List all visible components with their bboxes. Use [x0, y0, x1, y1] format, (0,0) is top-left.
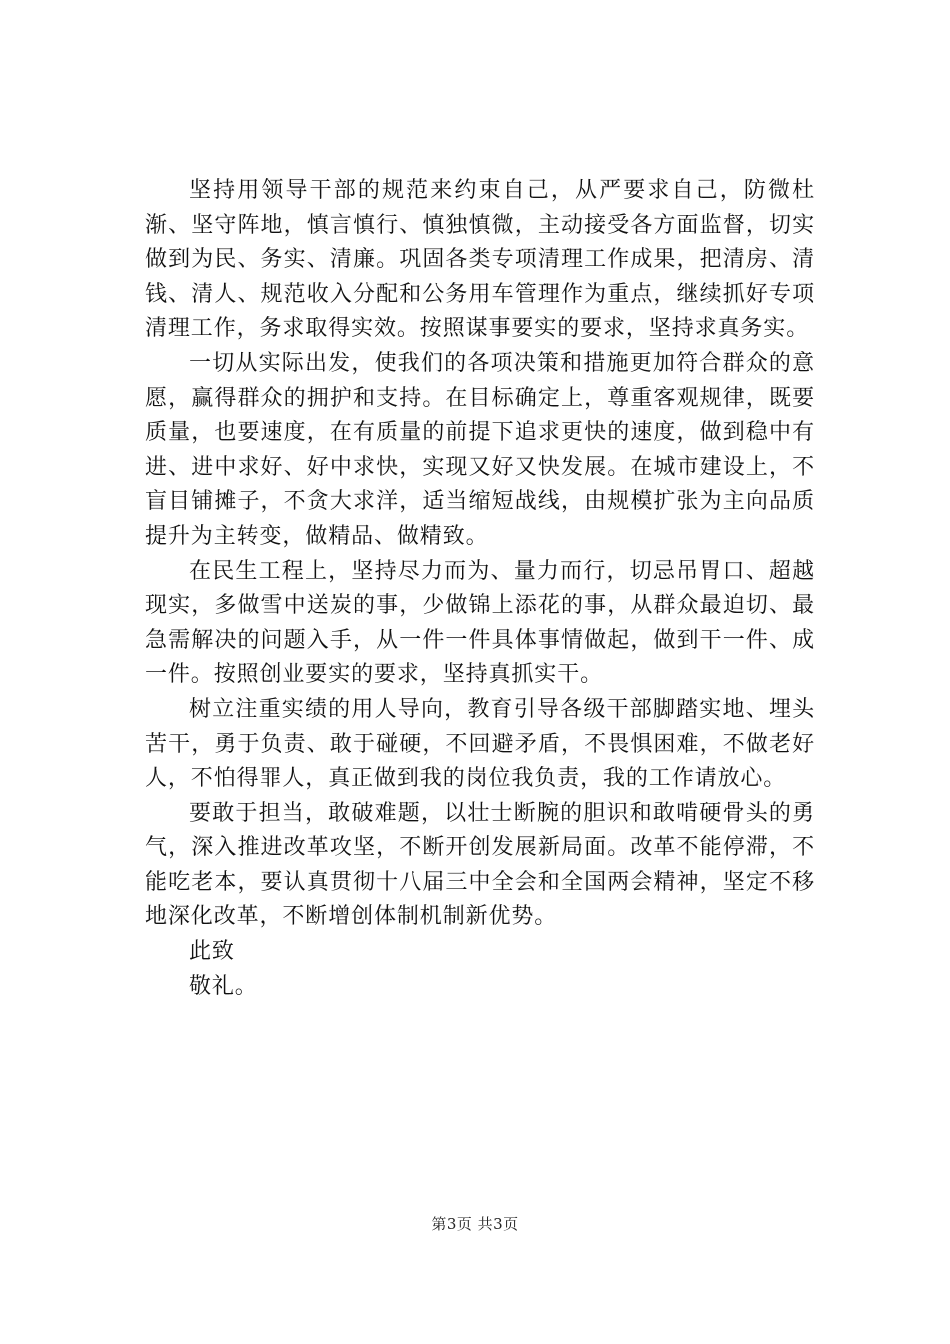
- paragraph-2: 一切从实际出发，使我们的各项决策和措施更加符合群众的意愿，赢得群众的拥护和支持。在目标确定上，尊重客观规律，既要质量，也要速度，在有质量的前提下追求更快的速度，做到稳中有进、进中求好、好中求快，实现又好又快发展。在城市建设上，不盲目铺摊子，不贪大求洋，适当缩短战线，由规模扩张为主向品质提升为主转变，做精品、做精致。: [145, 350, 815, 549]
- paragraph-3: 在民生工程上，坚持尽力而为、量力而行，切忌吊胃口、超越现实，多做雪中送炭的事，少做锦上添花的事，从群众最迫切、最急需解决的问题入手，从一件一件具体事情做起，做到干一件、成一件。按照创业要实的要求，坚持真抓实干。: [145, 558, 815, 688]
- paragraph-1: 坚持用领导干部的规范来约束自己，从严要求自己，防微杜渐、坚守阵地，慎言慎行、慎独慎微，主动接受各方面监督，切实做到为民、务实、清廉。巩固各类专项清理工作成果，把清房、清钱、清人、规范收入分配和公务用车管理作为重点，继续抓好专项清理工作，务求取得实效。按照谋事要实的要求，坚持求真务实。: [145, 178, 815, 342]
- paragraph-5: 要敢于担当，敢破难题，以壮士断腕的胆识和敢啃硬骨头的勇气，深入推进改革攻坚，不断开创发展新局面。改革不能停滞，不能吃老本，要认真贯彻十八届三中全会和全国两会精神，坚定不移地深化改革，不断增创体制机制新优势。: [145, 800, 815, 930]
- paragraph-4: 树立注重实绩的用人导向，教育引导各级干部脚踏实地、埋头苦干，勇于负责、敢于碰硬，不回避矛盾，不畏惧困难，不做老好人，不怕得罪人，真正做到我的岗位我负责，我的工作请放心。: [145, 696, 815, 792]
- page-footer: 第3页 共3页: [431, 1215, 519, 1233]
- document-body: [145, 174, 815, 1004]
- closing-salutation: 此致: [189, 939, 235, 965]
- closing-regards: 敬礼。: [189, 973, 258, 999]
